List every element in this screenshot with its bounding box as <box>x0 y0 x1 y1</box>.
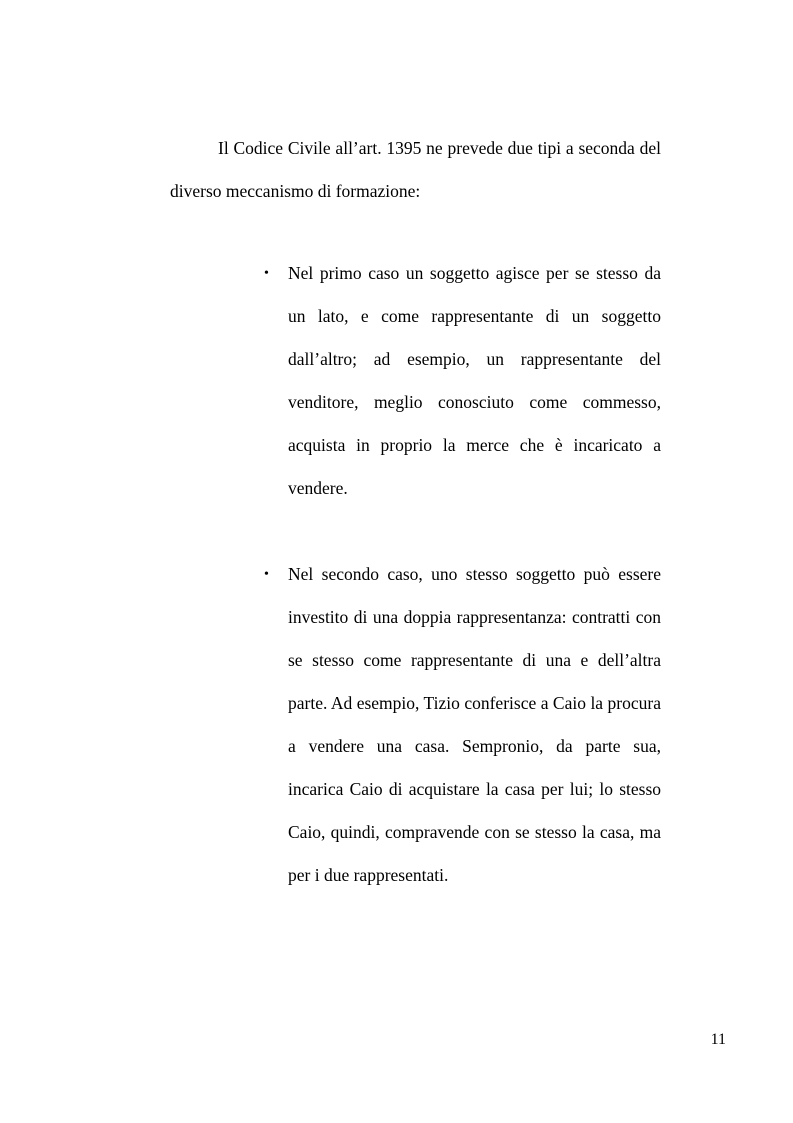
bullet-icon: • <box>264 266 269 281</box>
bullet-icon: • <box>264 567 269 582</box>
bullet-text-second-case: Nel secondo caso, uno stesso soggetto può essere investito di una doppia rappresentanza: contratti con se stesso come rappresentante di una e dell’altra parte. Ad esempio, Tizio conferisce a Caio la procura a vendere una casa. Sempronio, da parte sua, incarica Caio di acquistare la casa per lui; lo stesso Caio, quindi, compravende con se stesso la casa, ma per i due rappresentati. <box>288 564 661 885</box>
page-number: 11 <box>710 1031 726 1048</box>
list-item <box>262 252 661 510</box>
bullet-text-first-case: Nel primo caso un soggetto agisce per se stesso da un lato, e come rappresentante di un soggetto dall’altro; ad esempio, un rappresentante del venditore, meglio conosciuto come commesso, acquista in proprio la merce che è incaricato a vendere. <box>288 263 661 498</box>
list-item <box>262 553 661 897</box>
bullet-list <box>262 252 661 897</box>
intro-paragraph: Il Codice Civile all’art. 1395 ne prevede due tipi a seconda del diverso meccanismo di formazione: <box>170 138 661 201</box>
